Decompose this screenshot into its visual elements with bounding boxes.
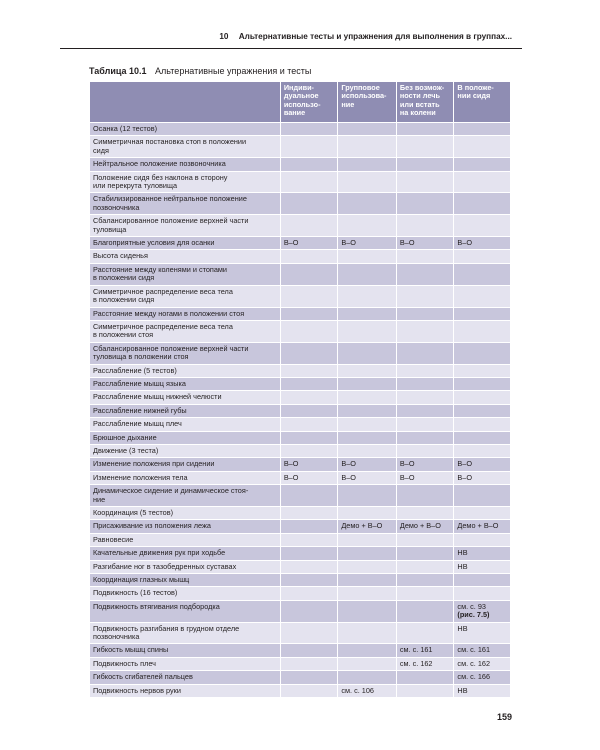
row-label: Подвижность разгибания в грудном отделе позвоночника bbox=[90, 623, 280, 644]
row-cell bbox=[281, 534, 338, 546]
table-row bbox=[90, 485, 510, 506]
row-cell bbox=[281, 308, 338, 320]
row-cell bbox=[454, 321, 510, 342]
table-row bbox=[90, 587, 510, 599]
cell-text: Демо + В–О bbox=[341, 521, 383, 531]
row-cell bbox=[397, 574, 454, 586]
table-row bbox=[90, 458, 510, 470]
table-row bbox=[90, 193, 510, 214]
row-cell bbox=[397, 172, 454, 193]
row-label: Подвижность нервов руки bbox=[90, 685, 280, 697]
row-cell bbox=[454, 405, 510, 417]
running-head-text bbox=[219, 32, 512, 41]
cell-text: см. с. 162 bbox=[457, 658, 491, 668]
cell-text: В–О bbox=[341, 472, 356, 482]
cell-text: см. с. 161 bbox=[399, 645, 433, 655]
row-cell bbox=[454, 547, 510, 559]
row-cell bbox=[281, 587, 338, 599]
row-label: Расслабление нижней губы bbox=[90, 405, 280, 417]
table-caption-title: Альтернативные упражнения и тесты bbox=[155, 66, 312, 76]
row-cell bbox=[281, 250, 338, 262]
row-cell bbox=[338, 520, 396, 532]
row-cell bbox=[397, 685, 454, 697]
row-cell bbox=[338, 405, 396, 417]
row-cell bbox=[338, 286, 396, 307]
row-cell bbox=[454, 472, 510, 484]
cell-text: В–О bbox=[457, 238, 473, 248]
row-cell bbox=[397, 123, 454, 135]
row-label: Подвижность плеч bbox=[90, 658, 280, 670]
row-label: Гибкость мышц спины bbox=[90, 644, 280, 656]
table-row bbox=[90, 547, 510, 559]
cell-text: Демо + В–О bbox=[457, 521, 499, 531]
row-cell bbox=[338, 574, 396, 586]
row-cell bbox=[454, 123, 510, 135]
row-cell bbox=[454, 172, 510, 193]
table-row bbox=[90, 215, 510, 236]
row-cell bbox=[338, 671, 396, 683]
row-cell bbox=[338, 237, 396, 249]
row-cell bbox=[338, 561, 396, 573]
row-label: Симметричное распределение веса тела в положении стоя bbox=[90, 321, 280, 342]
row-label: Подвижность втягивания подбородка bbox=[90, 601, 280, 622]
table-row bbox=[90, 418, 510, 430]
row-label: Расслабление мышц нижней челюсти bbox=[90, 391, 280, 403]
row-cell bbox=[338, 172, 396, 193]
header-corner bbox=[90, 82, 280, 122]
row-cell bbox=[281, 286, 338, 307]
row-cell bbox=[454, 286, 510, 307]
row-label: Брюшное дыхание bbox=[90, 432, 280, 444]
row-cell bbox=[397, 658, 454, 670]
row-label: Расслабление (5 тестов) bbox=[90, 365, 280, 377]
row-cell bbox=[397, 587, 454, 599]
cell-text: см. с. 93 bbox=[457, 601, 486, 611]
cell-text: НВ bbox=[457, 685, 468, 695]
table-row bbox=[90, 123, 510, 135]
row-cell bbox=[397, 458, 454, 470]
row-cell bbox=[397, 237, 454, 249]
row-cell bbox=[397, 391, 454, 403]
row-cell bbox=[397, 520, 454, 532]
table-row bbox=[90, 601, 510, 622]
row-cell bbox=[338, 250, 396, 262]
table-row bbox=[90, 671, 510, 683]
cell-text: В–О bbox=[283, 459, 299, 469]
row-cell bbox=[454, 601, 510, 622]
table-caption bbox=[89, 66, 311, 76]
row-cell bbox=[338, 264, 396, 285]
table-row bbox=[90, 172, 510, 193]
row-cell bbox=[397, 418, 454, 430]
cell-text: Демо + В–О bbox=[399, 521, 441, 531]
cell-text: В–О bbox=[457, 472, 473, 482]
row-label: Гибкость сгибателей пальцев bbox=[90, 671, 280, 683]
row-cell bbox=[338, 158, 396, 170]
row-cell bbox=[454, 671, 510, 683]
row-cell bbox=[397, 365, 454, 377]
row-cell bbox=[281, 365, 338, 377]
row-cell bbox=[397, 485, 454, 506]
row-cell bbox=[338, 193, 396, 214]
column-header: Без возмож- ности лечь или встать на колени bbox=[397, 82, 454, 122]
row-label: Осанка (12 тестов) bbox=[90, 123, 280, 135]
row-cell bbox=[338, 534, 396, 546]
row-cell bbox=[281, 472, 338, 484]
row-cell bbox=[281, 193, 338, 214]
row-cell bbox=[338, 343, 396, 364]
row-cell bbox=[454, 432, 510, 444]
row-cell bbox=[281, 391, 338, 403]
row-cell bbox=[281, 561, 338, 573]
row-cell bbox=[338, 136, 396, 157]
row-cell bbox=[338, 658, 396, 670]
row-cell bbox=[397, 343, 454, 364]
table-row bbox=[90, 237, 510, 249]
row-cell bbox=[281, 172, 338, 193]
row-label: Разгибание ног в тазобедренных суставах bbox=[90, 561, 280, 573]
cell-text: НВ bbox=[457, 548, 468, 558]
row-label: Благоприятные условия для осанки bbox=[90, 237, 280, 249]
row-cell bbox=[454, 623, 510, 644]
table-row bbox=[90, 685, 510, 697]
table-row bbox=[90, 308, 510, 320]
row-label: Стабилизированное нейтральное положение позвоночника bbox=[90, 193, 280, 214]
row-cell bbox=[397, 432, 454, 444]
cell-text: см. с. 106 bbox=[341, 685, 374, 695]
table-row bbox=[90, 432, 510, 444]
row-cell bbox=[397, 321, 454, 342]
row-cell bbox=[397, 507, 454, 519]
cell-text: В–О bbox=[283, 472, 299, 482]
row-cell bbox=[338, 587, 396, 599]
table-row bbox=[90, 507, 510, 519]
row-cell bbox=[397, 215, 454, 236]
row-label: Координация глазных мышц bbox=[90, 574, 280, 586]
row-cell bbox=[281, 264, 338, 285]
cell-text: В–О bbox=[283, 238, 299, 248]
table-row bbox=[90, 574, 510, 586]
row-cell bbox=[338, 321, 396, 342]
row-label: Изменение положения тела bbox=[90, 472, 280, 484]
row-label: Положение сидя без наклона в сторону или перекрута туловища bbox=[90, 172, 280, 193]
row-cell bbox=[454, 378, 510, 390]
table-header bbox=[90, 82, 510, 122]
alternatives-table bbox=[89, 81, 511, 698]
table-row bbox=[90, 405, 510, 417]
row-cell bbox=[281, 458, 338, 470]
row-label: Расслабление мышц плеч bbox=[90, 418, 280, 430]
row-cell bbox=[281, 623, 338, 644]
row-cell bbox=[454, 308, 510, 320]
row-label: Координация (5 тестов) bbox=[90, 507, 280, 519]
row-cell bbox=[454, 587, 510, 599]
row-cell bbox=[281, 432, 338, 444]
table-row bbox=[90, 158, 510, 170]
row-label: Симметричная постановка стоп в положении сидя bbox=[90, 136, 280, 157]
row-cell bbox=[338, 644, 396, 656]
row-label: Изменение положения при сидении bbox=[90, 458, 280, 470]
table-row bbox=[90, 472, 510, 484]
row-cell bbox=[397, 250, 454, 262]
cell-text: В–О bbox=[457, 459, 473, 469]
table-row bbox=[90, 321, 510, 342]
row-cell bbox=[454, 644, 510, 656]
row-cell bbox=[397, 286, 454, 307]
row-cell bbox=[454, 136, 510, 157]
row-cell bbox=[281, 671, 338, 683]
row-cell bbox=[281, 601, 338, 622]
table-row bbox=[90, 520, 510, 532]
column-header: Индиви- дуальное использо- вание bbox=[281, 82, 338, 122]
cell-text: НВ bbox=[457, 561, 468, 571]
row-cell bbox=[338, 432, 396, 444]
row-cell bbox=[454, 658, 510, 670]
row-cell bbox=[454, 507, 510, 519]
row-cell bbox=[338, 601, 396, 622]
row-label: Высота сиденья bbox=[90, 250, 280, 262]
table-row bbox=[90, 264, 510, 285]
row-cell bbox=[281, 136, 338, 157]
cell-text: НВ bbox=[457, 623, 468, 633]
table-row bbox=[90, 623, 510, 644]
row-label: Качательные движения рук при ходьбе bbox=[90, 547, 280, 559]
row-cell bbox=[397, 158, 454, 170]
row-cell bbox=[281, 574, 338, 586]
row-cell bbox=[281, 378, 338, 390]
table-body bbox=[90, 123, 510, 697]
chapter-number: 10 bbox=[219, 32, 229, 41]
row-cell bbox=[397, 671, 454, 683]
row-cell bbox=[338, 507, 396, 519]
row-cell bbox=[397, 644, 454, 656]
row-cell bbox=[454, 391, 510, 403]
row-cell bbox=[281, 343, 338, 364]
row-cell bbox=[338, 485, 396, 506]
row-label: Присаживание из положения лежа bbox=[90, 520, 280, 532]
row-label: Сбалансированное положение верхней части туловища в положении стоя bbox=[90, 343, 280, 364]
row-cell bbox=[338, 123, 396, 135]
row-cell bbox=[397, 561, 454, 573]
row-label: Расстояние между ногами в положении стоя bbox=[90, 308, 280, 320]
row-cell bbox=[281, 485, 338, 506]
row-cell bbox=[454, 561, 510, 573]
row-cell bbox=[397, 547, 454, 559]
row-label: Расслабление мышц языка bbox=[90, 378, 280, 390]
row-label: Нейтральное положение позвоночника bbox=[90, 158, 280, 170]
row-label: Движение (3 теста) bbox=[90, 445, 280, 457]
row-cell bbox=[281, 405, 338, 417]
row-cell bbox=[338, 472, 396, 484]
table-row bbox=[90, 391, 510, 403]
row-cell bbox=[281, 445, 338, 457]
table-row bbox=[90, 286, 510, 307]
cell-text: см. с. 161 bbox=[457, 645, 491, 655]
row-cell bbox=[281, 123, 338, 135]
table-row bbox=[90, 136, 510, 157]
row-cell bbox=[338, 365, 396, 377]
table-header-row bbox=[90, 82, 510, 122]
row-cell bbox=[338, 308, 396, 320]
table-row bbox=[90, 644, 510, 656]
row-cell bbox=[454, 365, 510, 377]
row-cell bbox=[397, 193, 454, 214]
row-cell bbox=[281, 507, 338, 519]
table-row bbox=[90, 445, 510, 457]
chapter-title: Альтернативные тесты и упражнения для выполнения в группах... bbox=[238, 32, 512, 41]
cell-text: см. с. 162 bbox=[399, 658, 433, 668]
row-cell bbox=[454, 685, 510, 697]
row-cell bbox=[338, 215, 396, 236]
row-cell bbox=[281, 158, 338, 170]
row-cell bbox=[338, 378, 396, 390]
row-cell bbox=[281, 547, 338, 559]
row-cell bbox=[338, 458, 396, 470]
row-cell bbox=[338, 391, 396, 403]
row-cell bbox=[454, 237, 510, 249]
row-cell bbox=[281, 321, 338, 342]
row-label: Подвижность (16 тестов) bbox=[90, 587, 280, 599]
row-cell bbox=[281, 418, 338, 430]
row-cell bbox=[397, 136, 454, 157]
cell-text: В–О bbox=[399, 459, 415, 469]
table-row bbox=[90, 658, 510, 670]
cell-text: В–О bbox=[341, 238, 356, 248]
table-row bbox=[90, 250, 510, 262]
row-cell bbox=[397, 445, 454, 457]
cell-text: В–О bbox=[399, 238, 415, 248]
row-cell bbox=[397, 405, 454, 417]
row-cell bbox=[397, 534, 454, 546]
table-row bbox=[90, 534, 510, 546]
row-cell bbox=[454, 445, 510, 457]
cell-text: см. с. 166 bbox=[457, 672, 491, 682]
row-label: Равновесие bbox=[90, 534, 280, 546]
row-cell bbox=[338, 685, 396, 697]
row-label: Расстояние между коленями и стопами в положении сидя bbox=[90, 264, 280, 285]
row-cell bbox=[454, 574, 510, 586]
cell-text: В–О bbox=[341, 459, 356, 469]
row-cell bbox=[281, 685, 338, 697]
row-cell bbox=[397, 623, 454, 644]
row-cell bbox=[281, 215, 338, 236]
row-cell bbox=[397, 378, 454, 390]
row-cell bbox=[454, 158, 510, 170]
row-cell bbox=[281, 658, 338, 670]
cell-figure-ref: (рис. 7.5) bbox=[457, 610, 490, 620]
row-cell bbox=[454, 485, 510, 506]
row-cell bbox=[281, 520, 338, 532]
running-head-rule bbox=[60, 48, 522, 49]
row-cell bbox=[454, 264, 510, 285]
table-row bbox=[90, 343, 510, 364]
page-number: 159 bbox=[496, 712, 512, 722]
row-cell bbox=[454, 250, 510, 262]
row-cell bbox=[454, 343, 510, 364]
row-cell bbox=[397, 601, 454, 622]
table-row bbox=[90, 365, 510, 377]
row-label: Сбалансированное положение верхней части туловища bbox=[90, 215, 280, 236]
table-caption-label: Таблица 10.1 bbox=[89, 66, 147, 76]
column-header: В положе- нии сидя bbox=[454, 82, 510, 122]
row-cell bbox=[338, 445, 396, 457]
table-row bbox=[90, 378, 510, 390]
table-row bbox=[90, 561, 510, 573]
row-cell bbox=[454, 418, 510, 430]
row-cell bbox=[338, 623, 396, 644]
row-cell bbox=[454, 193, 510, 214]
row-cell bbox=[338, 547, 396, 559]
row-cell bbox=[454, 215, 510, 236]
row-cell bbox=[454, 520, 510, 532]
row-cell bbox=[281, 644, 338, 656]
row-cell bbox=[397, 308, 454, 320]
row-cell bbox=[281, 237, 338, 249]
column-header: Групповое использова- ние bbox=[338, 82, 396, 122]
row-cell bbox=[454, 534, 510, 546]
row-cell bbox=[397, 264, 454, 285]
row-cell bbox=[454, 458, 510, 470]
row-label: Динамическое сидение и динамическое стоя- ние bbox=[90, 485, 280, 506]
cell-text: В–О bbox=[399, 472, 415, 482]
running-head bbox=[0, 28, 600, 48]
row-cell bbox=[397, 472, 454, 484]
row-cell bbox=[338, 418, 396, 430]
row-label: Симметричное распределение веса тела в положении сидя bbox=[90, 286, 280, 307]
